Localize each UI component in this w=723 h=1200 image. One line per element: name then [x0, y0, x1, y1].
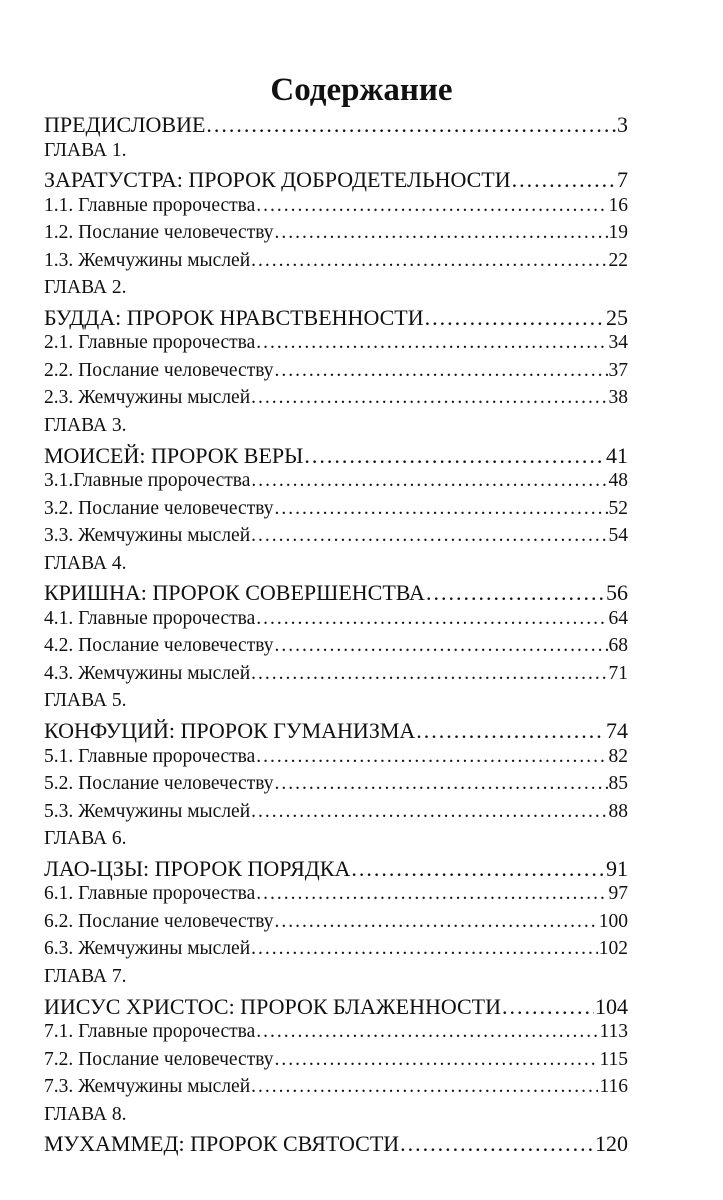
toc-entry-label: МУХАММЕД: ПРОРОК СВЯТОСТИ — [44, 1131, 400, 1157]
toc-entry-label: 5.1. Главные пророчества — [44, 745, 256, 767]
toc-page-number: 25 — [606, 304, 628, 330]
toc-entry-label: 2.1. Главные пророчества — [44, 332, 256, 354]
toc-entry-label: 3.1.Главные пророчества — [44, 470, 251, 492]
toc-page-number: 68 — [608, 635, 628, 657]
toc-sub-entry — [44, 608, 628, 636]
toc-dot-leader — [416, 718, 605, 744]
toc-major-entry — [44, 856, 628, 884]
toc-dot-leader — [400, 1131, 594, 1157]
toc-entry-label: ГЛАВА 6. — [44, 828, 127, 850]
toc-entry-label: КОНФУЦИЙ: ПРОРОК ГУМАНИЗМА — [44, 718, 416, 744]
toc-dot-leader — [304, 443, 605, 469]
toc-sub-entry — [44, 801, 628, 829]
toc-chapter-heading — [44, 553, 628, 581]
toc-dot-leader — [251, 801, 607, 823]
toc-page-number: 37 — [608, 359, 628, 381]
toc-dot-leader — [251, 525, 607, 547]
toc-dot-leader — [251, 1076, 598, 1098]
toc-sub-entry — [44, 360, 628, 388]
toc-sub-entry — [44, 387, 628, 415]
page-title: Содержание — [270, 72, 453, 108]
toc-dot-leader — [275, 773, 608, 795]
toc-dot-leader — [251, 470, 607, 492]
toc-major-entry — [44, 580, 628, 608]
toc-sub-entry — [44, 250, 628, 278]
toc-dot-leader — [256, 608, 607, 630]
toc-entry-label: 1.1. Главные пророчества — [44, 194, 256, 216]
toc-page-number: 71 — [608, 662, 628, 684]
toc-entry-label: МОИСЕЙ: ПРОРОК ВЕРЫ — [44, 442, 304, 468]
toc-entry-label: ИИСУС ХРИСТОС: ПРОРОК БЛАЖЕННОСТИ — [44, 993, 502, 1019]
toc-page-number: 34 — [608, 332, 628, 354]
toc-sub-entry — [44, 663, 628, 691]
toc-dot-leader — [256, 1021, 598, 1043]
toc-sub-entry — [44, 773, 628, 801]
toc-sub-entry — [44, 525, 628, 553]
toc-page-number: 22 — [608, 249, 628, 271]
toc-entry-label: 4.3. Жемчужины мыслей — [44, 662, 251, 684]
toc-dot-leader — [251, 663, 607, 685]
toc-major-entry — [44, 167, 628, 195]
toc-chapter-heading — [44, 140, 628, 168]
toc-entry-label: ГЛАВА 5. — [44, 690, 127, 712]
toc-chapter-heading — [44, 415, 628, 443]
toc-page-number: 56 — [606, 580, 628, 606]
toc-page-number: 19 — [608, 222, 628, 244]
toc-entry-label: 4.1. Главные пророчества — [44, 607, 256, 629]
toc-major-entry — [44, 1131, 628, 1159]
toc-sub-entry — [44, 1049, 628, 1077]
toc-page-number: 100 — [598, 910, 628, 932]
toc-page-number: 38 — [608, 387, 628, 409]
toc-page-number: 74 — [606, 718, 628, 744]
toc-dot-leader — [425, 305, 605, 331]
toc-entry-label: ГЛАВА 1. — [44, 139, 127, 161]
toc-entry-label: 3.2. Послание человечеству — [44, 497, 274, 519]
toc-page-number: 113 — [599, 1021, 628, 1043]
toc-chapter-heading — [44, 828, 628, 856]
toc-dot-leader — [256, 195, 607, 217]
toc-page-number: 7 — [617, 167, 628, 193]
toc-entry-label: 7.3. Жемчужины мыслей — [44, 1076, 251, 1098]
toc-entry-label: 7.1. Главные пророчества — [44, 1021, 256, 1043]
toc-entry-label: 3.3. Жемчужины мыслей — [44, 525, 251, 547]
toc-dot-leader — [256, 332, 607, 354]
toc-entry-label: ГЛАВА 4. — [44, 552, 127, 574]
toc-page-number: 97 — [608, 883, 628, 905]
toc-page-number: 52 — [608, 497, 628, 519]
toc-major-entry — [44, 305, 628, 333]
toc-major-entry — [44, 112, 628, 140]
toc-page-number: 64 — [608, 607, 628, 629]
toc-page-number: 16 — [608, 194, 628, 216]
toc-page-number: 115 — [599, 1048, 628, 1070]
toc-entry-label: 6.2. Послание человечеству — [44, 910, 274, 932]
toc-entry-label: 2.2. Послание человечеству — [44, 359, 274, 381]
toc-major-entry — [44, 994, 628, 1022]
toc-sub-entry — [44, 195, 628, 223]
toc-dot-leader — [351, 856, 605, 882]
toc-page-number: 82 — [608, 745, 628, 767]
toc-dot-leader — [275, 222, 608, 244]
toc-entry-label: БУДДА: ПРОРОК НРАВСТВЕННОСТИ — [44, 304, 424, 330]
toc-dot-leader — [256, 883, 607, 905]
toc-chapter-heading — [44, 690, 628, 718]
toc-page-number: 41 — [606, 442, 628, 468]
toc-entry-label: ГЛАВА 3. — [44, 415, 127, 437]
toc-dot-leader — [275, 1049, 599, 1071]
toc-chapter-heading — [44, 1104, 628, 1132]
toc-chapter-heading — [44, 966, 628, 994]
toc-dot-leader — [251, 387, 607, 409]
toc-dot-leader — [275, 911, 598, 933]
toc-entry-label: 5.2. Послание человечеству — [44, 773, 274, 795]
toc-sub-entry — [44, 222, 628, 250]
toc-dot-leader — [256, 746, 607, 768]
toc-sub-entry — [44, 883, 628, 911]
toc-entry-label: 7.2. Послание человечеству — [44, 1048, 274, 1070]
toc-entry-label: 5.3. Жемчужины мыслей — [44, 800, 251, 822]
toc-page-number: 120 — [595, 1131, 628, 1157]
toc-sub-entry — [44, 938, 628, 966]
toc-page-number: 48 — [608, 470, 628, 492]
toc-chapter-heading — [44, 277, 628, 305]
toc-page-number: 85 — [608, 773, 628, 795]
toc-sub-entry — [44, 332, 628, 360]
toc-dot-leader — [251, 938, 598, 960]
toc-dot-leader — [512, 167, 616, 193]
toc-dot-leader — [275, 360, 608, 382]
toc-sub-entry — [44, 1021, 628, 1049]
toc-major-entry — [44, 443, 628, 471]
toc-page-number: 54 — [608, 525, 628, 547]
toc-dot-leader — [275, 635, 608, 657]
toc-entry-label: ЛАО-ЦЗЫ: ПРОРОК ПОРЯДКА — [44, 855, 351, 881]
toc-entry-label: КРИШНА: ПРОРОК СОВЕРШЕНСТВА — [44, 580, 425, 606]
toc-page-number: 116 — [599, 1076, 628, 1098]
toc-entry-label: ЗАРАТУСТРА: ПРОРОК ДОБРОДЕТЕЛЬНОСТИ — [44, 167, 511, 193]
toc-entry-label: 6.3. Жемчужины мыслей — [44, 938, 251, 960]
toc-entry-label: ГЛАВА 2. — [44, 277, 127, 299]
toc-sub-entry — [44, 470, 628, 498]
toc-entry-label: ГЛАВА 7. — [44, 965, 127, 987]
toc-sub-entry — [44, 498, 628, 526]
toc-dot-leader — [251, 250, 607, 272]
toc-dot-leader — [426, 580, 605, 606]
toc-dot-leader — [206, 112, 616, 138]
toc-sub-entry — [44, 746, 628, 774]
toc-major-entry — [44, 718, 628, 746]
toc-page-number: 102 — [598, 938, 628, 960]
toc-page-number: 3 — [617, 112, 628, 137]
toc-entry-label: 6.1. Главные пророчества — [44, 883, 256, 905]
toc-page-number: 88 — [608, 800, 628, 822]
toc-sub-entry — [44, 1076, 628, 1104]
toc-entry-label: 1.2. Послание человечеству — [44, 222, 274, 244]
toc-entry-label: 1.3. Жемчужины мыслей — [44, 249, 251, 271]
toc-sub-entry — [44, 911, 628, 939]
toc-entry-label: 4.2. Послание человечеству — [44, 635, 274, 657]
toc-entry-label: 2.3. Жемчужины мыслей — [44, 387, 251, 409]
toc-sub-entry — [44, 635, 628, 663]
toc-page-number: 91 — [606, 855, 628, 881]
toc-dot-leader — [502, 994, 594, 1020]
table-of-contents — [44, 112, 628, 1159]
toc-dot-leader — [275, 498, 608, 520]
toc-page-number: 104 — [595, 993, 628, 1019]
toc-entry-label: ПРЕДИСЛОВИЕ — [44, 112, 206, 137]
toc-entry-label: ГЛАВА 8. — [44, 1103, 127, 1125]
